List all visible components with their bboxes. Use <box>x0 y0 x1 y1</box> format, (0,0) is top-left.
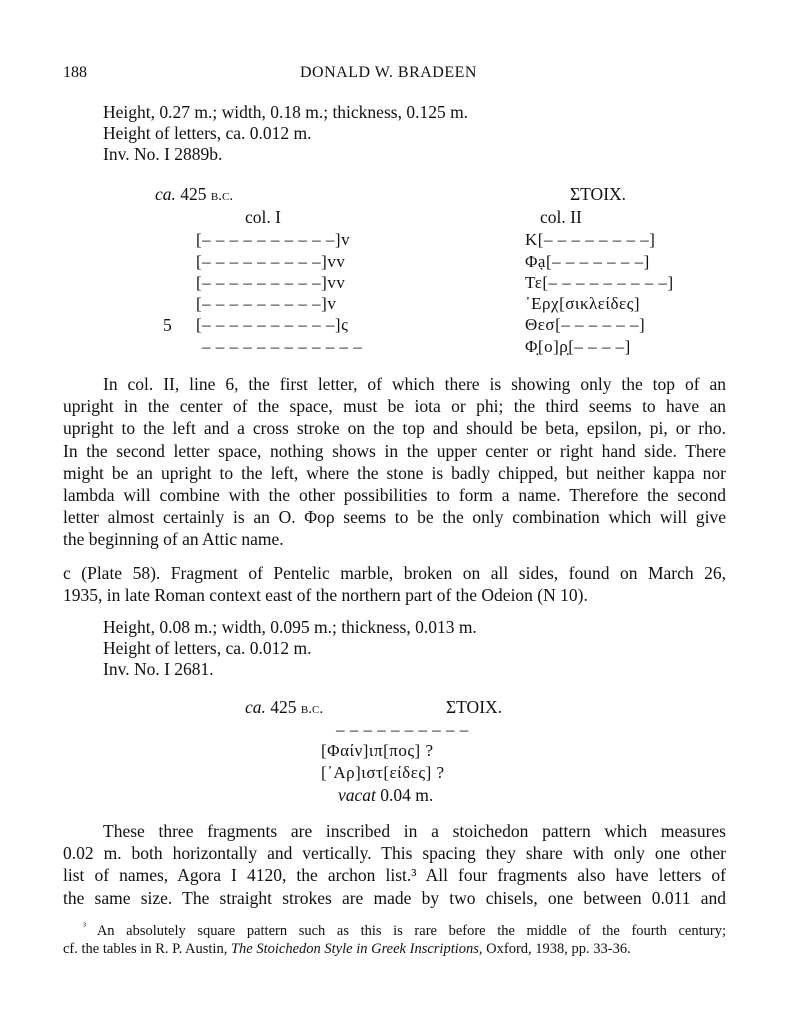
commentary-line: upright in the center of the space, must be iota or phi; the third seems to have an <box>63 396 726 417</box>
col2-line-1: Κ[– – – – – – – –] <box>525 230 656 249</box>
date-era: b.c. <box>210 188 234 204</box>
closing-line: the same size. The straight strokes are made by two chisels, one between 0.011 and <box>63 887 726 908</box>
col1-rule: – – – – – – – – – – – – <box>202 337 363 356</box>
col2-line-2: Φạ[– – – – – – –] <box>525 252 650 271</box>
fragment-b-date <box>155 184 233 205</box>
footnote-title: The Stoichedon Style in Greek Inscriptions, <box>230 940 483 957</box>
date-value: 425 <box>270 697 297 717</box>
fragment-c-stoich: ΣΤΟΙΧ. <box>446 697 503 717</box>
footnote-text-1: An absolutely square pattern such as this is rare before the middle of the fourth century; <box>96 922 727 939</box>
fragment-c-date <box>245 697 323 718</box>
col2-line-5: Θεσ[– – – – – –] <box>525 315 646 334</box>
footnote-pub: Oxford, 1938, pp. 33-36. <box>486 940 631 957</box>
page-number: 188 <box>63 64 87 81</box>
vacat-value: 0.04 m. <box>380 785 434 805</box>
col1-line-number: 5 <box>163 315 172 335</box>
fragment-b-inventory: Inv. No. I 2889b. <box>103 144 223 164</box>
running-head: DONALD W. BRADEEN <box>300 64 477 81</box>
col1-line-1: [– – – – – – – – – –]v <box>196 230 351 249</box>
footnote-marker: ³ <box>83 921 86 932</box>
fragment-b-meta <box>103 102 468 165</box>
closing-line: 0.02 m. both horizontally and vertically. This spacing they share with only one other <box>63 843 726 864</box>
intro-line: 1935, in late Roman context east of the northern part of the Odeion (N 10). <box>63 585 588 606</box>
fragment-b-stoich: ΣΤΟΙΧ. <box>570 184 627 204</box>
fragment-c-rule: – – – – – – – – – – <box>336 720 469 739</box>
fragment-c-vacat <box>338 785 433 806</box>
fragment-c-letter-height: Height of letters, ca. 0.012 m. <box>103 638 312 658</box>
footnote-line-1 <box>63 918 726 940</box>
vacat-word: vacat <box>338 785 376 805</box>
commentary-line: lambda will combine with the other possibilities to form a name. Therefore the second <box>63 484 726 505</box>
col2-label: col. II <box>540 207 582 227</box>
closing-line: These three fragments are inscribed in a stoichedon pattern which measures <box>103 821 726 841</box>
fragment-c-intro <box>63 562 726 606</box>
date-value: 425 <box>180 184 207 204</box>
date-prefix: ca. <box>155 184 176 204</box>
closing-line: list of names, Agora I 4120, the archon list.³ All four fragments also have letters of <box>63 865 726 886</box>
col1-line-4: [– – – – – – – – –]v <box>196 294 337 313</box>
commentary-line: letter almost certainly is an O. Φορ seems to be the only combination which will give <box>63 507 726 528</box>
commentary-line: In col. II, line 6, the first letter, of which there is showing only the top of an <box>103 374 726 394</box>
date-prefix: ca. <box>245 697 266 717</box>
fragment-c-inventory: Inv. No. I 2681. <box>103 659 214 679</box>
fragment-c-line-1: [Φαίν]ιπ[πος] ? <box>321 741 434 760</box>
fragment-b-dimensions: Height, 0.27 m.; width, 0.18 m.; thickness, 0.125 m. <box>103 102 469 122</box>
fragment-c-meta <box>103 617 477 680</box>
date-era: b.c. <box>300 701 324 717</box>
commentary-line: upright to the left and a cross stroke on the top and should be beta, epsilon, pi, or rho. <box>63 418 726 439</box>
commentary-line: might be an upright to the left, where the stone is badly chipped, but neither kappa nor <box>63 462 726 483</box>
col1-label: col. I <box>245 207 281 227</box>
footnote-line-2 <box>63 940 726 958</box>
commentary-line: In the second letter space, nothing shows in the upper center or right hand side. There <box>63 440 726 461</box>
col1-line-3: [– – – – – – – – –]vv <box>196 273 346 292</box>
col1-line-5: [– – – – – – – – – –]ς <box>196 315 349 334</box>
col2-line-4: ᾿Ερχ[σικλείδες] <box>525 294 641 313</box>
footnote-cf: cf. the tables in R. P. Austin, <box>63 940 228 957</box>
fragment-c-dimensions: Height, 0.08 m.; width, 0.095 m.; thickness, 0.013 m. <box>103 617 477 637</box>
commentary-paragraph <box>63 373 726 551</box>
intro-line: c (Plate 58). Fragment of Pentelic marble, broken on all sides, found on March 26, <box>63 563 726 583</box>
closing-paragraph <box>63 820 726 909</box>
fragment-b-letter-height: Height of letters, ca. 0.012 m. <box>103 123 312 143</box>
col2-line-6: Φ̣[ο]ρ̣[– – – –] <box>525 337 631 356</box>
fragment-c-line-2: [᾿Αρ]ιστ[είδες] ? <box>321 763 445 782</box>
col1-line-2: [– – – – – – – – –]vv <box>196 252 346 271</box>
footnote <box>63 918 726 958</box>
col2-line-3: Τε[– – – – – – – – –] <box>525 273 674 292</box>
commentary-line: the beginning of an Attic name. <box>63 529 284 550</box>
